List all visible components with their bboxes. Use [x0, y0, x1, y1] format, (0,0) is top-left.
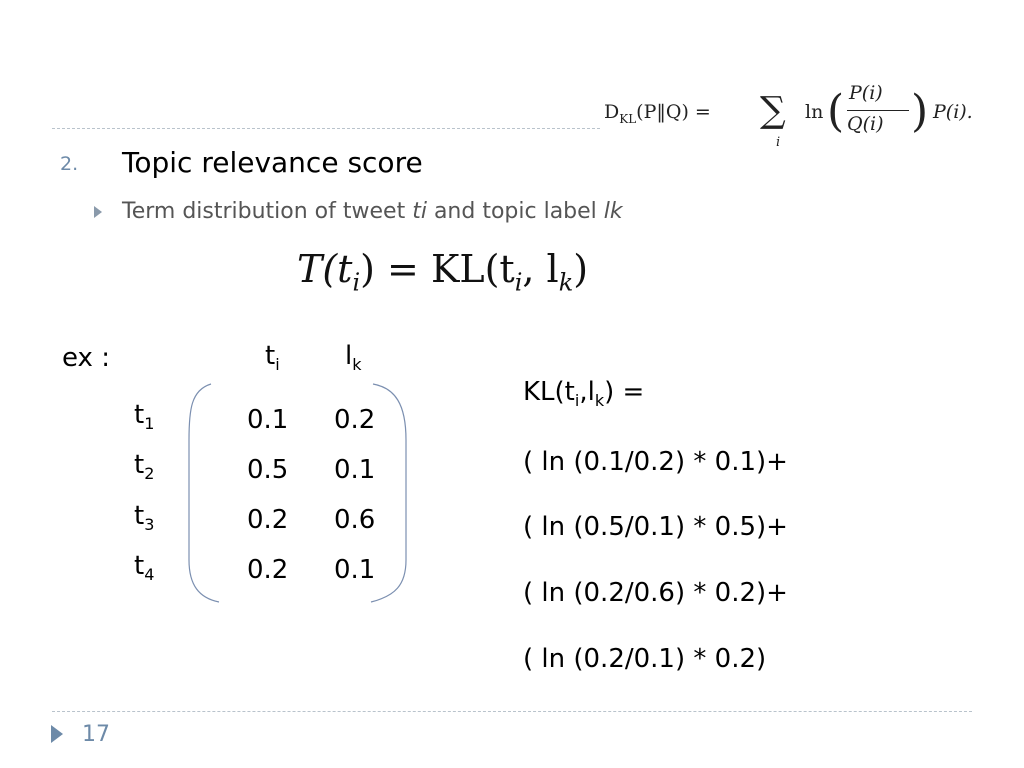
list-number: 2. [60, 153, 79, 175]
kl-calc-line: ( ln (0.5/0.1) * 0.5)+ [523, 512, 788, 542]
matrix-cell: 0.5 [247, 455, 289, 485]
fraction-denominator: Q(i) [847, 113, 884, 135]
formula-lhs-sub: KL [619, 111, 637, 126]
row-label-t4: $t_4$ [134, 551, 155, 585]
formula-tail: P(i). [933, 101, 973, 123]
kl-divergence-formula: $D_{KL}(P‖Q)$ = ∑ i ln ( P(i) Q(i) ) P(i). [604, 82, 973, 150]
topic-relevance-formula: $T(t_i) = KL(t_i$, $l_k$) [297, 247, 589, 297]
sub-bullet-text: Term distribution of tweet ti and topic label lk [122, 199, 623, 224]
kl-calc-title: $KL(t_i,l_k)$ = [523, 377, 645, 411]
top-divider [52, 128, 600, 129]
row-label-t2: $t_2$ [134, 450, 155, 484]
column-header-lk: $l_k$ [345, 341, 362, 375]
bottom-divider [52, 711, 972, 712]
tweet-var: ti [412, 199, 427, 224]
sum-symbol: ∑ [760, 90, 786, 131]
column-header-ti: $t_i$ [265, 341, 280, 375]
matrix-cell: 0.6 [334, 505, 376, 535]
row-label-t3: $t_3$ [134, 501, 155, 535]
footer-arrow-icon [51, 725, 63, 743]
sum-index: i [776, 135, 781, 150]
kl-calc-line: ( ln (0.2/0.6) * 0.2)+ [523, 578, 788, 608]
formula-args: (P‖Q) = [636, 101, 711, 123]
kl-calc-line: ( ln (0.2/0.1) * 0.2) [523, 644, 767, 674]
left-bracket [189, 384, 219, 602]
fraction-bar [847, 110, 909, 111]
matrix-cell: 0.1 [334, 455, 376, 485]
matrix-cell: 0.1 [334, 555, 376, 585]
kl-calc-line: ( ln (0.1/0.2) * 0.1)+ [523, 447, 788, 477]
item-heading: Topic relevance score [122, 146, 423, 179]
matrix-cell: 0.1 [247, 405, 289, 435]
bullet-arrow-icon [94, 206, 102, 218]
example-label: ex : [62, 343, 110, 373]
ln-text: ln [805, 101, 824, 123]
matrix-cell: 0.2 [247, 555, 289, 585]
matrix-cell: 0.2 [334, 405, 376, 435]
fraction-numerator: P(i) [849, 82, 883, 104]
matrix-cell: 0.2 [247, 505, 289, 535]
matrix-brackets [185, 380, 415, 610]
right-bracket [371, 384, 406, 602]
page-number: 17 [82, 722, 110, 747]
row-label-t1: $t_1$ [134, 400, 155, 434]
formula-lhs: D [604, 101, 620, 123]
topic-var: lk [603, 199, 623, 224]
